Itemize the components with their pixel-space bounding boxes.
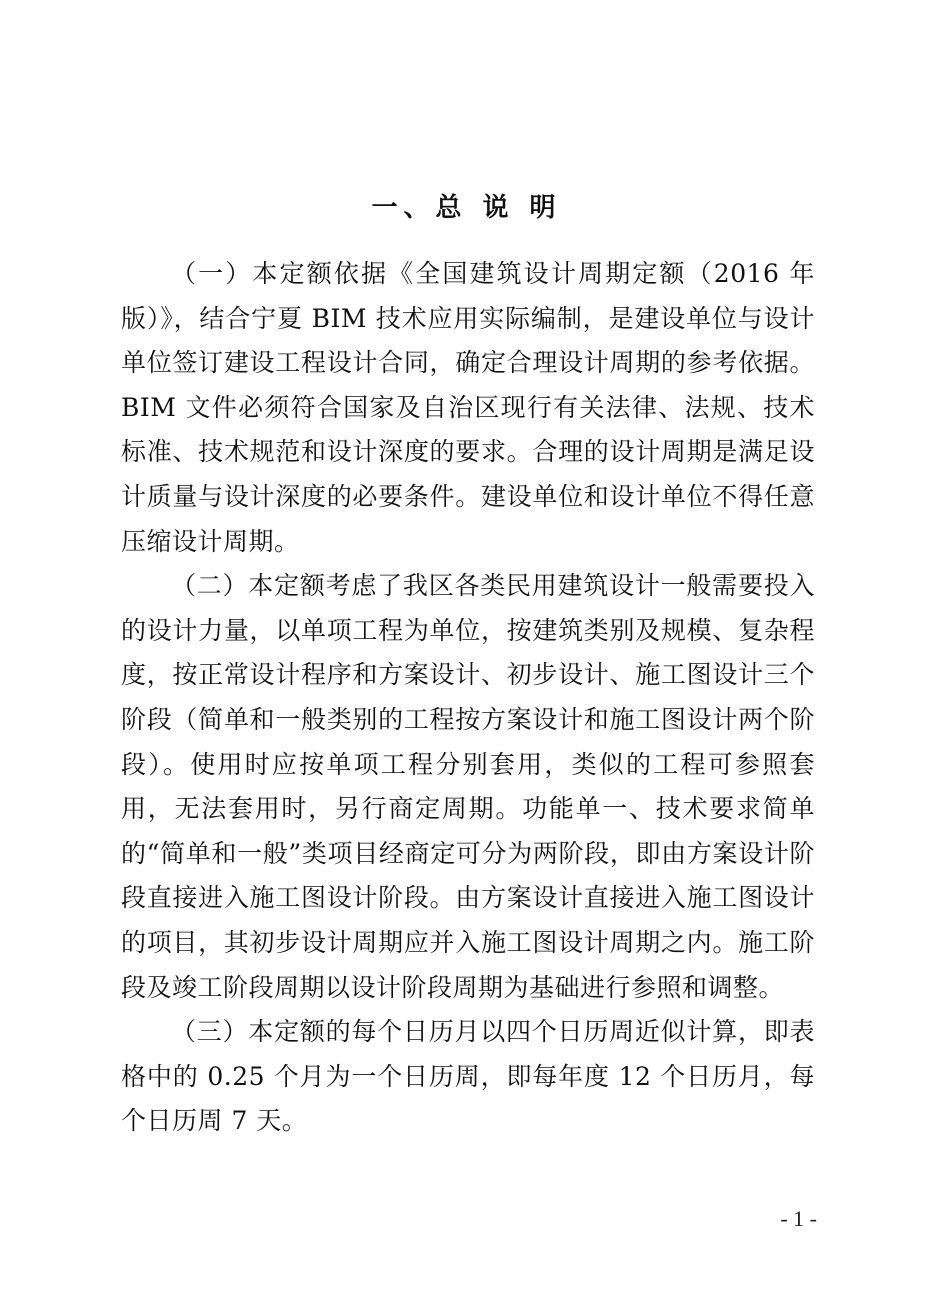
page-number: - 1 -	[780, 1206, 817, 1231]
paragraph-2: （二）本定额考虑了我区各类民用建筑设计一般需要投入的设计力量，以单项工程为单位，按建筑类别及规模、复杂程度，按正常设计程序和方案设计、初步设计、施工图设计三个阶段（简单和一般类别的工程按方案设计和施工图设计两个阶段）。使用时应按单项工程分别套用，类似的工程可参照套用，无法套用时，另行商定周期。功能单一、技术要求简单的“简单和一般”类项目经商定可分为两阶段，即由方案设计阶段直接进入施工图设计阶段。由方案设计直接进入施工图设计的项目，其初步设计周期应并入施工图设计周期之内。施工阶段及竣工阶段周期以设计阶段周期为基础进行参照和调整。	[121, 571, 815, 1002]
page-title: 一、总 说 明	[371, 193, 562, 223]
document-body	[121, 252, 815, 1144]
paragraph-1: （一）本定额依据《全国建筑设计周期定额（2016 年版）》，结合宁夏 BIM 技术应用实际编制，是建设单位与设计单位签订建设工程设计合同，确定合理设计周期的参考依据。BIM 文件必须符合国家及自治区现行有关法律、法规、技术标准、技术规范和设计深度的要求。合理的设计周期是满足设计质量与设计深度的必要条件。建设单位和设计单位不得任意压缩设计周期。	[121, 259, 815, 556]
paragraph-3: （三）本定额的每个日历月以四个日历周近似计算，即表格中的 0.25 个月为一个日历周，即每年度 12 个日历月，每个日历周 7 天。	[121, 1017, 815, 1136]
